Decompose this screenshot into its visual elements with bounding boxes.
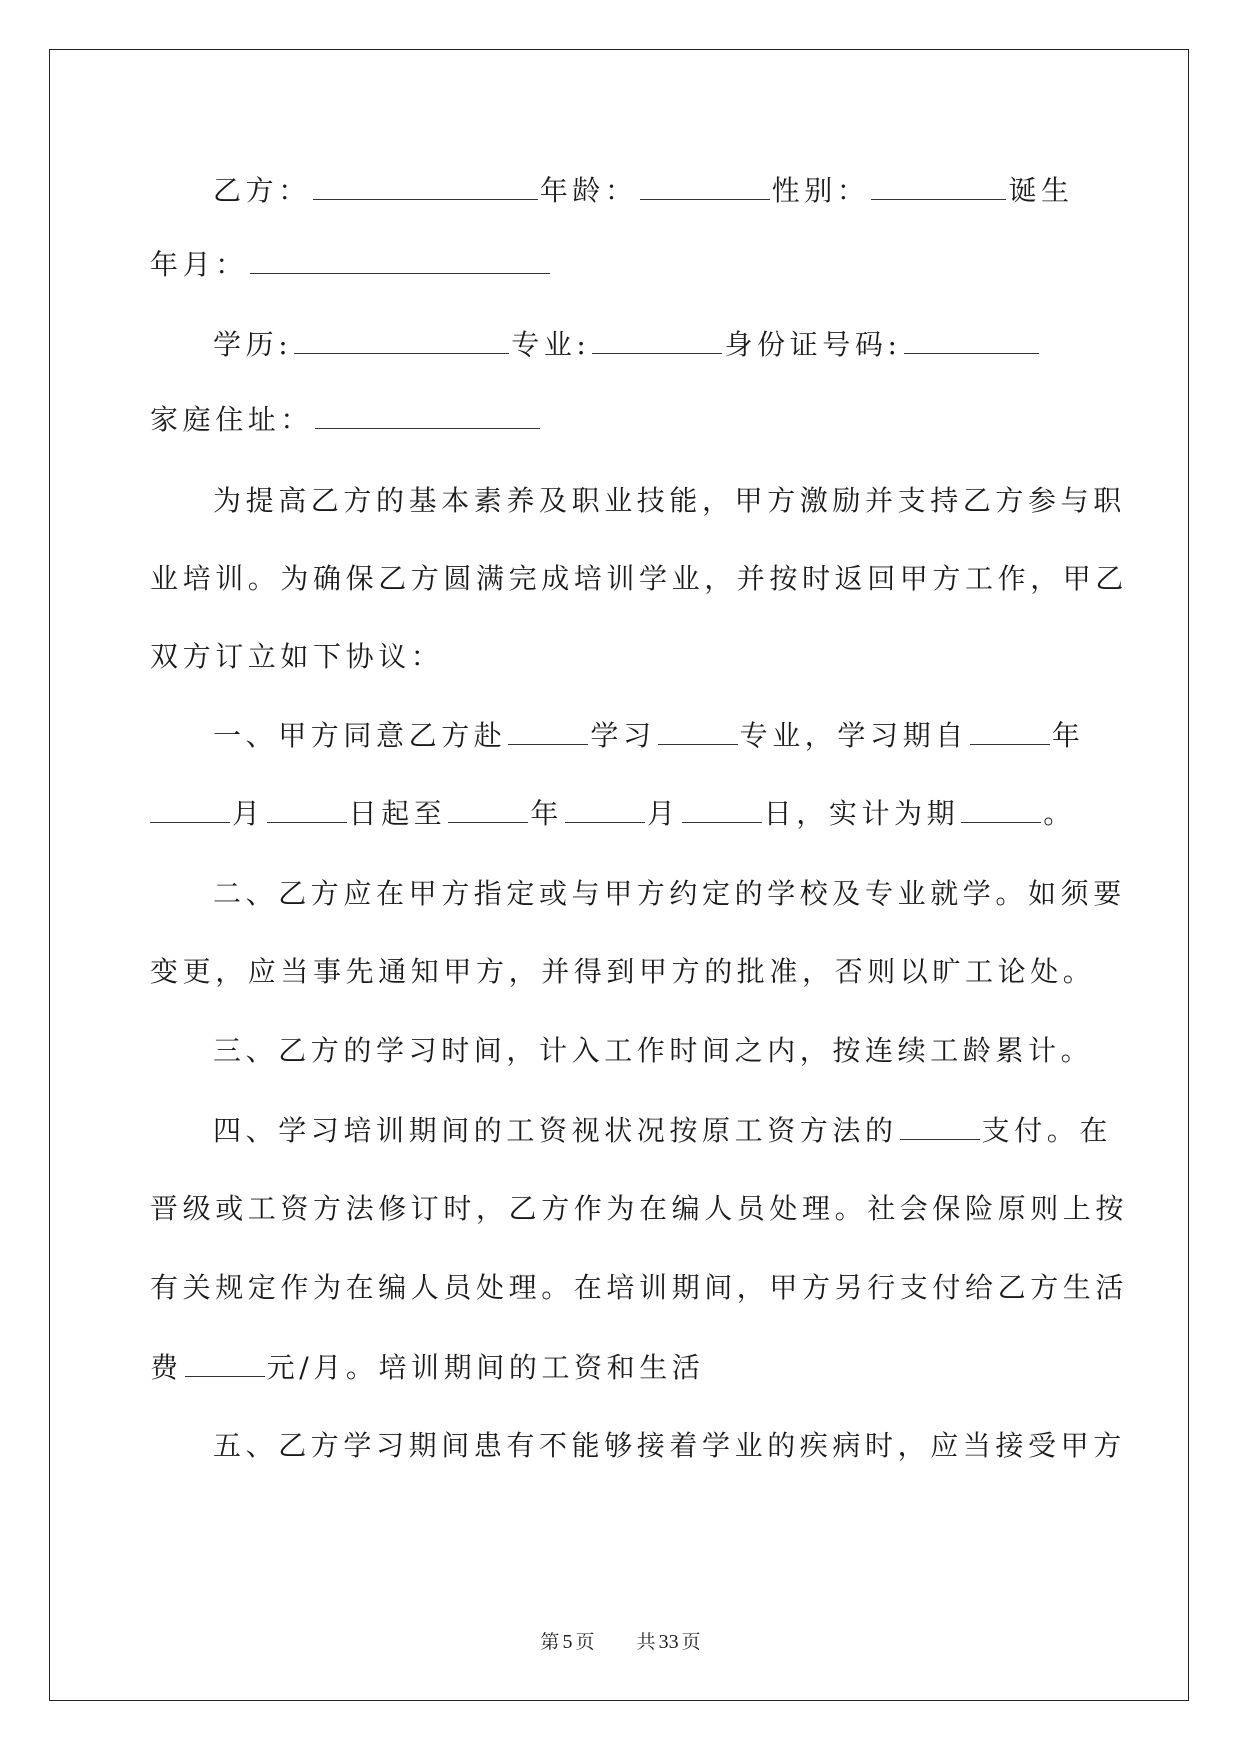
- study-place-blank: [508, 718, 588, 745]
- clause-1-text-c: 专业，学习期自: [739, 719, 968, 752]
- clause-4-text-d: 元/月。培训期间的工资和生活: [266, 1351, 705, 1384]
- clause-1-line-2: [148, 794, 1088, 834]
- end-month-blank: [565, 796, 645, 823]
- intro-line-1: 为提高乙方的基本素养及职业技能，甲方激励并支持乙方参与职: [213, 484, 1126, 517]
- living-allowance-blank: [185, 1350, 265, 1377]
- clause-1-text-a: 一、甲方同意乙方赴: [213, 719, 507, 752]
- clause-4-line-1: [213, 1111, 1113, 1151]
- start-day-blank: [267, 796, 347, 823]
- start-month-blank: [150, 796, 230, 823]
- clause-1-text-e: 月: [232, 797, 265, 830]
- clause-4-line-4: [150, 1348, 1090, 1388]
- clause-1-text-d: 年: [1051, 719, 1085, 752]
- total-suffix: 页: [681, 1631, 701, 1653]
- birth-label-end: 年月：: [150, 248, 248, 281]
- page-number: 5: [562, 1631, 573, 1653]
- clause-3-line-1: 三、乙方的学习时间，计入工作时间之内，按连续工龄累计。: [213, 1034, 1094, 1067]
- age-label: 年龄：: [539, 174, 638, 207]
- clause-4-line-3: 有关规定作为在编人员处理。在培训期间，甲方另行支付给乙方生活: [150, 1271, 1129, 1304]
- wage-ratio-blank: [900, 1113, 980, 1140]
- page-prefix: 第: [540, 1631, 560, 1653]
- total-prefix: 共: [636, 1631, 656, 1653]
- clause-2-line-2: 变更，应当事先通知甲方，并得到甲方的批准，否则以旷工论处。: [150, 955, 1096, 988]
- clause-1-line-1: [213, 716, 1093, 756]
- clause-1-text-b: 学习: [590, 719, 656, 752]
- id-number-label: 身份证号码:: [724, 328, 902, 361]
- party-b-name-blank: [313, 173, 538, 200]
- page-indicator: [537, 1631, 597, 1653]
- id-number-blank: [904, 327, 1039, 354]
- party-b-line: [213, 171, 1093, 211]
- clause-1-text-h: 月: [647, 797, 680, 830]
- major-blank: [592, 327, 722, 354]
- birth-label-start: 诞生: [1008, 174, 1074, 207]
- party-b-label: 乙方：: [213, 174, 311, 207]
- intro-line-2: 业培训。为确保乙方圆满完成培训学业，并按时返回甲方工作，甲乙: [150, 562, 1129, 595]
- home-address-blank: [315, 402, 540, 429]
- age-blank: [640, 173, 770, 200]
- clause-5-line-1: 五、乙方学习期间患有不能够接着学业的疾病时，应当接受甲方: [213, 1429, 1126, 1462]
- clause-2-line-1: 二、乙方应在甲方指定或与甲方约定的学校及专业就学。如须要: [213, 877, 1126, 910]
- start-year-blank: [970, 718, 1050, 745]
- page-suffix: 页: [575, 1631, 595, 1653]
- clause-1-text-g: 年: [530, 797, 564, 830]
- intro-line-3: 双方订立如下协议：: [150, 640, 444, 673]
- education-line: [213, 325, 1093, 365]
- education-blank: [294, 327, 509, 354]
- clause-1-text-f: 日起至: [348, 797, 447, 830]
- end-day-blank: [682, 796, 762, 823]
- birth-blank: [250, 247, 550, 274]
- clause-4-text-c: 费: [150, 1351, 183, 1384]
- clause-1-text-j: 。: [1043, 797, 1076, 830]
- clause-4-line-2: 晋级或工资方法修订时，乙方作为在编人员处理。社会保险原则上按: [150, 1192, 1129, 1225]
- duration-blank: [961, 796, 1041, 823]
- clause-1-text-i: 日，实计为期: [763, 797, 960, 830]
- page-footer: [0, 1630, 1241, 1654]
- home-address-label: 家庭住址：: [150, 403, 314, 436]
- birth-month-line: [150, 245, 1090, 285]
- clause-4-text-b: 支付。在: [981, 1114, 1113, 1147]
- gender-blank: [871, 173, 1006, 200]
- education-label: 学历:: [213, 328, 293, 361]
- gender-label: 性别：: [771, 174, 870, 207]
- home-address-line: [150, 400, 1090, 440]
- clause-4-text-a: 四、学习培训期间的工资视状况按原工资方法的: [213, 1114, 898, 1147]
- total-pages: 33: [658, 1631, 679, 1653]
- total-pages-indicator: [634, 1631, 704, 1653]
- major-label: 专业:: [511, 328, 591, 361]
- study-major-blank: [658, 718, 738, 745]
- end-year-blank: [448, 796, 528, 823]
